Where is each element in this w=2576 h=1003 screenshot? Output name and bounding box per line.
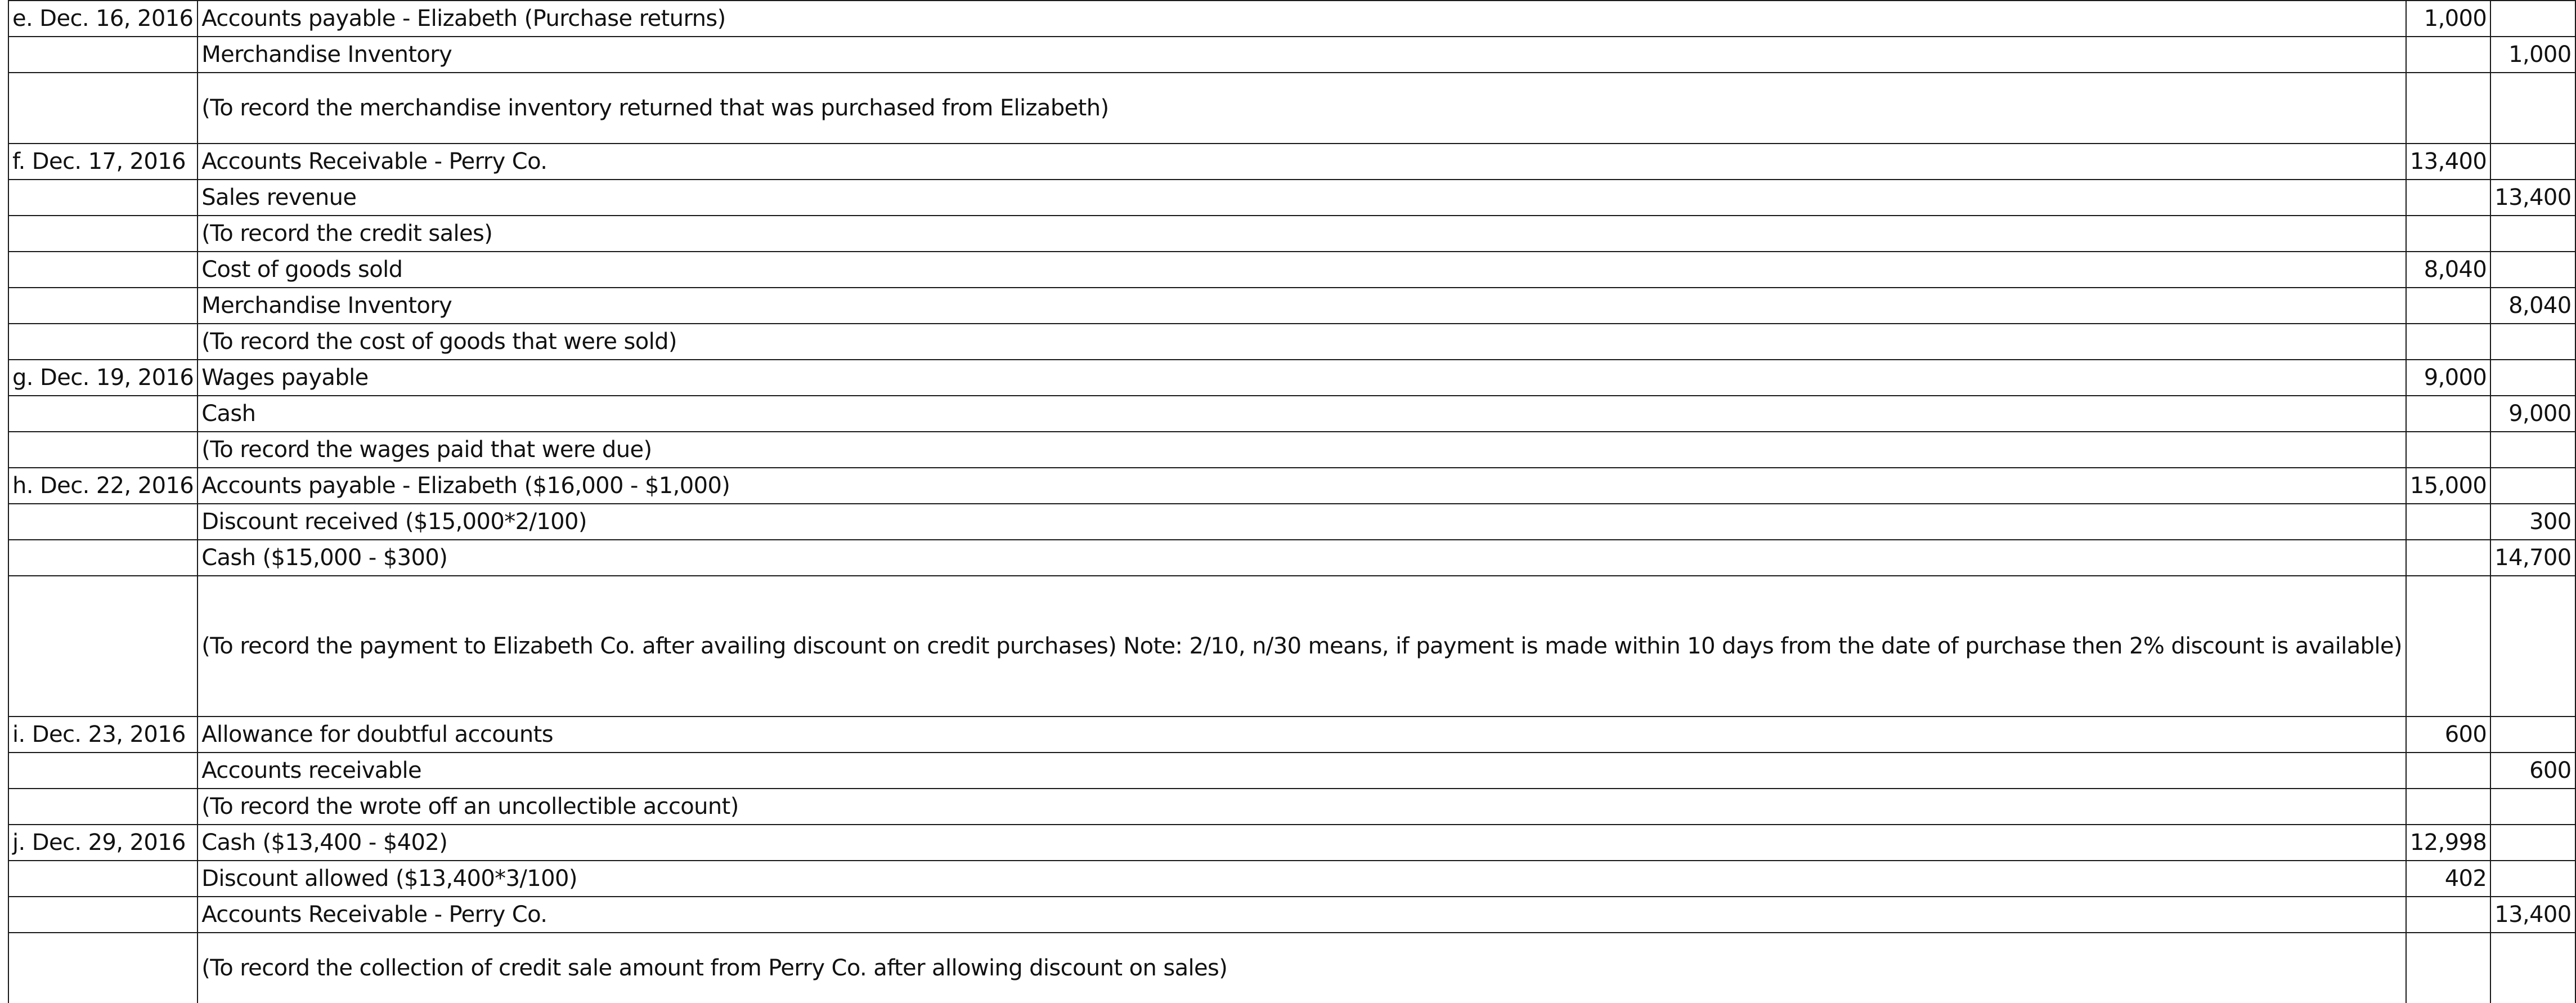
date-cell[interactable]: e. Dec. 16, 2016 <box>8 1 198 37</box>
credit-cell[interactable] <box>2490 717 2575 753</box>
credit-cell[interactable] <box>2490 825 2575 861</box>
account-cell[interactable]: Accounts payable - Elizabeth (Purchase returns) <box>198 1 2406 37</box>
credit-cell[interactable]: 13,400 <box>2490 897 2575 933</box>
account-cell[interactable]: (To record the payment to Elizabeth Co. after availing discount on credit purchases) Note: 2/10, n/30 means, if payment is made within 10 days from the date of purchase then 2% discount is available) <box>198 576 2406 717</box>
credit-cell[interactable]: 8,040 <box>2490 288 2575 324</box>
account-cell[interactable]: Wages payable <box>198 360 2406 396</box>
date-cell[interactable] <box>8 576 198 717</box>
account-cell[interactable]: Accounts Receivable - Perry Co. <box>198 897 2406 933</box>
debit-cell[interactable] <box>2406 753 2490 789</box>
account-cell[interactable]: (To record the collection of credit sale amount from Perry Co. after allowing discount on sales) <box>198 933 2406 1003</box>
account-cell[interactable]: Cash <box>198 396 2406 432</box>
account-cell[interactable]: (To record the wrote off an uncollectible account) <box>198 789 2406 825</box>
journal-row <box>8 576 2575 717</box>
credit-cell[interactable]: 9,000 <box>2490 396 2575 432</box>
debit-cell[interactable] <box>2406 396 2490 432</box>
debit-cell[interactable] <box>2406 540 2490 576</box>
debit-cell[interactable] <box>2406 789 2490 825</box>
date-cell[interactable] <box>8 288 198 324</box>
account-cell[interactable]: Merchandise Inventory <box>198 288 2406 324</box>
credit-cell[interactable] <box>2490 1 2575 37</box>
debit-cell[interactable]: 402 <box>2406 861 2490 897</box>
debit-cell[interactable] <box>2406 504 2490 540</box>
journal-row <box>8 897 2575 933</box>
debit-cell[interactable] <box>2406 432 2490 468</box>
credit-cell[interactable] <box>2490 861 2575 897</box>
account-cell[interactable]: Accounts payable - Elizabeth ($16,000 - $1,000) <box>198 468 2406 504</box>
journal-row <box>8 324 2575 360</box>
account-cell[interactable]: Cost of goods sold <box>198 252 2406 288</box>
credit-cell[interactable] <box>2490 432 2575 468</box>
date-cell[interactable]: h. Dec. 22, 2016 <box>8 468 198 504</box>
account-cell[interactable]: Accounts receivable <box>198 753 2406 789</box>
credit-cell[interactable] <box>2490 216 2575 252</box>
journal-row <box>8 1 2575 37</box>
date-cell[interactable] <box>8 252 198 288</box>
credit-cell[interactable]: 600 <box>2490 753 2575 789</box>
credit-cell[interactable]: 1,000 <box>2490 37 2575 73</box>
debit-cell[interactable]: 12,998 <box>2406 825 2490 861</box>
journal-row <box>8 753 2575 789</box>
date-cell[interactable] <box>8 897 198 933</box>
journal-entries-table <box>8 0 2576 1003</box>
date-cell[interactable] <box>8 753 198 789</box>
credit-cell[interactable] <box>2490 144 2575 180</box>
date-cell[interactable]: i. Dec. 23, 2016 <box>8 717 198 753</box>
journal-row <box>8 789 2575 825</box>
journal-row <box>8 37 2575 73</box>
account-cell[interactable]: Accounts Receivable - Perry Co. <box>198 144 2406 180</box>
date-cell[interactable] <box>8 73 198 144</box>
journal-row <box>8 216 2575 252</box>
journal-row <box>8 73 2575 144</box>
debit-cell[interactable]: 1,000 <box>2406 1 2490 37</box>
debit-cell[interactable] <box>2406 216 2490 252</box>
debit-cell[interactable]: 600 <box>2406 717 2490 753</box>
journal-row <box>8 504 2575 540</box>
credit-cell[interactable]: 14,700 <box>2490 540 2575 576</box>
date-cell[interactable]: f. Dec. 17, 2016 <box>8 144 198 180</box>
date-cell[interactable] <box>8 540 198 576</box>
journal-row <box>8 288 2575 324</box>
journal-row <box>8 825 2575 861</box>
account-cell[interactable]: Discount allowed ($13,400*3/100) <box>198 861 2406 897</box>
date-cell[interactable] <box>8 180 198 216</box>
account-cell[interactable]: Sales revenue <box>198 180 2406 216</box>
date-cell[interactable] <box>8 789 198 825</box>
debit-cell[interactable] <box>2406 288 2490 324</box>
account-cell[interactable]: (To record the credit sales) <box>198 216 2406 252</box>
account-cell[interactable]: (To record the wages paid that were due) <box>198 432 2406 468</box>
journal-row <box>8 432 2575 468</box>
date-cell[interactable] <box>8 216 198 252</box>
journal-row <box>8 717 2575 753</box>
debit-cell[interactable] <box>2406 324 2490 360</box>
debit-cell[interactable] <box>2406 897 2490 933</box>
credit-cell[interactable] <box>2490 324 2575 360</box>
debit-cell[interactable] <box>2406 73 2490 144</box>
debit-cell[interactable]: 8,040 <box>2406 252 2490 288</box>
debit-cell[interactable] <box>2406 180 2490 216</box>
credit-cell[interactable] <box>2490 73 2575 144</box>
debit-cell[interactable]: 15,000 <box>2406 468 2490 504</box>
date-cell[interactable] <box>8 432 198 468</box>
journal-body <box>8 1 2575 1003</box>
date-cell[interactable] <box>8 37 198 73</box>
debit-cell[interactable] <box>2406 37 2490 73</box>
account-cell[interactable]: Discount received ($15,000*2/100) <box>198 504 2406 540</box>
credit-cell[interactable]: 13,400 <box>2490 180 2575 216</box>
account-cell[interactable]: (To record the merchandise inventory returned that was purchased from Elizabeth) <box>198 73 2406 144</box>
account-cell[interactable]: Merchandise Inventory <box>198 37 2406 73</box>
account-cell[interactable]: (To record the cost of goods that were sold) <box>198 324 2406 360</box>
date-cell[interactable]: g. Dec. 19, 2016 <box>8 360 198 396</box>
account-cell[interactable]: Cash ($13,400 - $402) <box>198 825 2406 861</box>
journal-row <box>8 861 2575 897</box>
journal-row <box>8 540 2575 576</box>
journal-row <box>8 144 2575 180</box>
journal-row <box>8 933 2575 1003</box>
date-cell[interactable] <box>8 324 198 360</box>
debit-cell[interactable] <box>2406 933 2490 1003</box>
credit-cell[interactable] <box>2490 789 2575 825</box>
credit-cell[interactable] <box>2490 360 2575 396</box>
debit-cell[interactable]: 13,400 <box>2406 144 2490 180</box>
account-cell[interactable]: Cash ($15,000 - $300) <box>198 540 2406 576</box>
date-cell[interactable] <box>8 933 198 1003</box>
date-cell[interactable]: j. Dec. 29, 2016 <box>8 825 198 861</box>
journal-row <box>8 252 2575 288</box>
credit-cell[interactable] <box>2490 252 2575 288</box>
credit-cell[interactable] <box>2490 933 2575 1003</box>
account-cell[interactable]: Allowance for doubtful accounts <box>198 717 2406 753</box>
debit-cell[interactable] <box>2406 576 2490 717</box>
journal-row <box>8 468 2575 504</box>
credit-cell[interactable] <box>2490 468 2575 504</box>
date-cell[interactable] <box>8 504 198 540</box>
journal-row <box>8 360 2575 396</box>
date-cell[interactable] <box>8 861 198 897</box>
journal-row <box>8 180 2575 216</box>
credit-cell[interactable]: 300 <box>2490 504 2575 540</box>
debit-cell[interactable]: 9,000 <box>2406 360 2490 396</box>
credit-cell[interactable] <box>2490 576 2575 717</box>
date-cell[interactable] <box>8 396 198 432</box>
journal-row <box>8 396 2575 432</box>
